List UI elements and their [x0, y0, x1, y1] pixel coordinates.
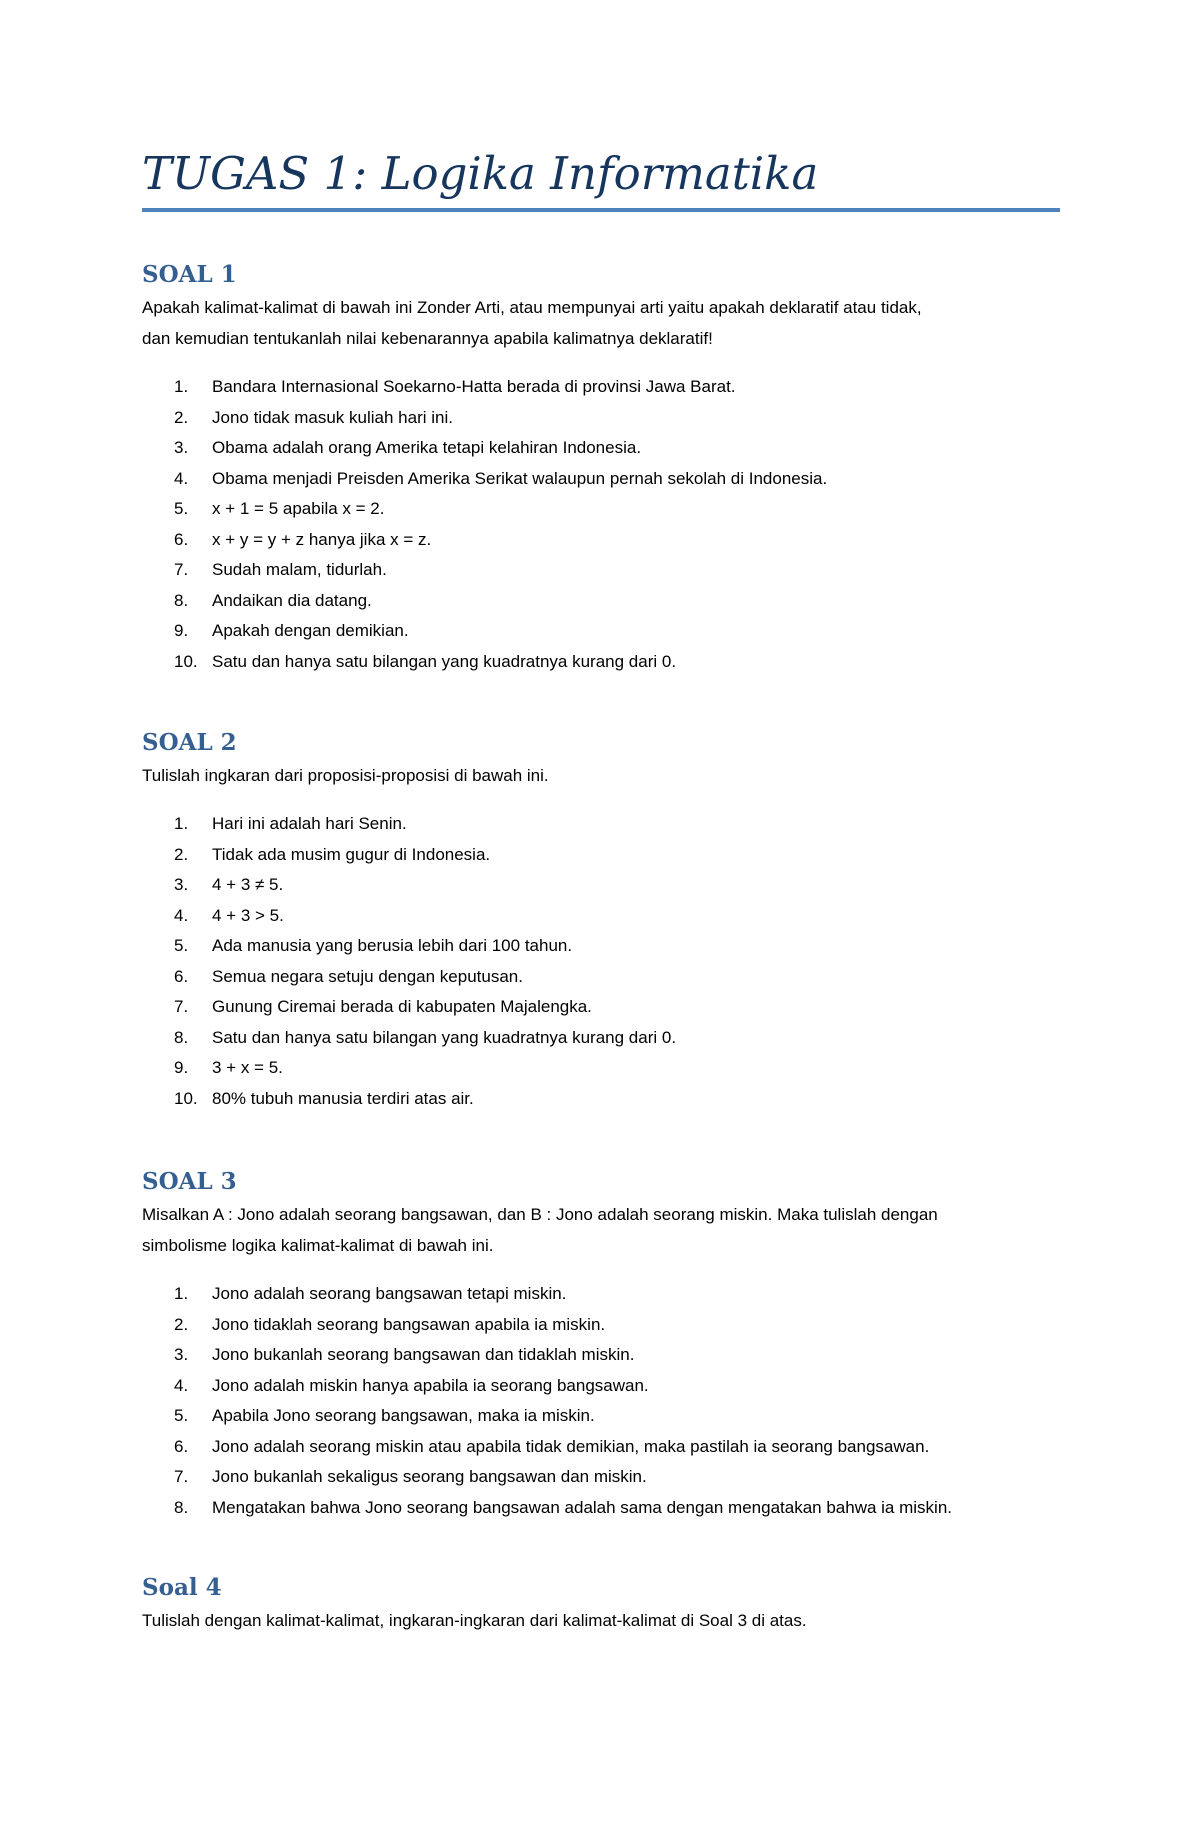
list-item-text: Jono tidaklah seorang bangsawan apabila ia miskin.	[212, 1314, 606, 1334]
list-item-number: 6.	[174, 529, 189, 549]
numbered-list	[142, 372, 1060, 677]
list-item	[142, 809, 1060, 840]
section-soal-2	[142, 726, 1060, 1114]
numbered-list	[142, 1279, 1060, 1523]
list-item-number: 8.	[174, 590, 189, 610]
list-item-number: 3.	[174, 875, 189, 894]
section-paragraph-line: simbolisme logika kalimat-kalimat di bawah ini.	[142, 1236, 494, 1255]
list-item-text: Jono adalah miskin hanya apabila ia seorang bangsawan.	[212, 1375, 649, 1395]
list-item	[142, 372, 1060, 403]
list-item-text: Apakah dengan demikian.	[212, 621, 409, 640]
section-paragraph-line: dan kemudian tentukanlah nilai kebenarannya apabila kalimatnya deklaratif!	[142, 329, 713, 348]
list-item-text: 80% tubuh manusia terdiri atas air.	[212, 1088, 474, 1108]
list-item-number: 7.	[174, 560, 189, 579]
list-item	[142, 433, 1060, 464]
document-title: TUGAS 1: Logika Informatika	[142, 147, 819, 200]
list-item-number: 7.	[174, 1467, 189, 1486]
list-item-number: 4.	[174, 468, 189, 488]
section-paragraph-line: Tulislah dengan kalimat-kalimat, ingkaran-ingkaran dari kalimat-kalimat di Soal 3 di atas.	[142, 1611, 807, 1630]
numbered-list	[142, 809, 1060, 1114]
list-item-number: 5.	[174, 936, 189, 955]
list-item	[142, 840, 1060, 871]
list-item-number: 1.	[174, 1284, 189, 1303]
list-item-text: Tidak ada musim gugur di Indonesia.	[212, 844, 491, 864]
section-paragraph-line: Apakah kalimat-kalimat di bawah ini Zonder Arti, atau mempunyai arti yaitu apakah deklaratif atau tidak,	[142, 298, 922, 317]
list-item-text: Jono adalah seorang miskin atau apabila tidak demikian, maka pastilah ia seorang bangsawan.	[212, 1436, 930, 1456]
list-item-text: Semua negara setuju dengan keputusan.	[212, 966, 523, 986]
list-item-text: Apabila Jono seorang bangsawan, maka ia miskin.	[212, 1406, 595, 1425]
list-item-text: Andaikan dia datang.	[212, 590, 372, 610]
list-item-number: 4.	[174, 905, 189, 925]
list-item	[142, 647, 1060, 678]
section-heading: SOAL 2	[142, 729, 237, 756]
list-item-text: Jono bukanlah sekaligus seorang bangsawan dan miskin.	[212, 1467, 647, 1486]
title-underline	[142, 208, 1060, 212]
list-item	[142, 586, 1060, 617]
list-item-number: 6.	[174, 1436, 189, 1456]
list-item-number: 2.	[174, 1314, 189, 1334]
list-item	[142, 1279, 1060, 1310]
list-item	[142, 616, 1060, 647]
list-item-number: 6.	[174, 966, 189, 986]
list-item	[142, 555, 1060, 586]
list-item	[142, 1084, 1060, 1115]
list-item	[142, 1462, 1060, 1493]
list-item-text: Jono bukanlah seorang bangsawan dan tidaklah miskin.	[212, 1345, 635, 1364]
list-item-number: 4.	[174, 1375, 189, 1395]
section-soal-3	[142, 1165, 1060, 1523]
list-item-text: Obama adalah orang Amerika tetapi kelahiran Indonesia.	[212, 438, 642, 457]
list-item-number: 7.	[174, 997, 189, 1016]
list-item-text: Bandara Internasional Soekarno-Hatta berada di provinsi Jawa Barat.	[212, 377, 736, 396]
list-item-number: 8.	[174, 1027, 189, 1047]
list-item-number: 1.	[174, 377, 189, 396]
list-item-number: 5.	[174, 1406, 189, 1425]
list-item-number: 10.	[174, 1088, 198, 1108]
list-item-text: Sudah malam, tidurlah.	[212, 560, 387, 579]
list-item-text: Hari ini adalah hari Senin.	[212, 814, 407, 833]
list-item-text: Mengatakan bahwa Jono seorang bangsawan adalah sama dengan mengatakan bahwa ia miskin.	[212, 1497, 953, 1517]
list-item-number: 3.	[174, 438, 189, 457]
list-item	[142, 962, 1060, 993]
list-item-text: 3 + x = 5.	[212, 1058, 283, 1077]
list-item-text: Jono tidak masuk kuliah hari ini.	[212, 407, 453, 427]
list-item-number: 9.	[174, 621, 189, 640]
list-item	[142, 464, 1060, 495]
list-item-text: 4 + 3 ≠ 5.	[212, 875, 284, 894]
list-item-text: Obama menjadi Preisden Amerika Serikat walaupun pernah sekolah di Indonesia.	[212, 468, 828, 488]
list-item-text: Jono adalah seorang bangsawan tetapi miskin.	[212, 1284, 567, 1303]
list-item	[142, 1432, 1060, 1463]
list-item-text: Gunung Ciremai berada di kabupaten Majalengka.	[212, 997, 592, 1016]
list-item	[142, 1401, 1060, 1432]
list-item	[142, 992, 1060, 1023]
list-item-text: 4 + 3 > 5.	[212, 905, 284, 925]
list-item	[142, 1023, 1060, 1054]
list-item-text: Satu dan hanya satu bilangan yang kuadratnya kurang dari 0.	[212, 1027, 677, 1047]
list-item-number: 1.	[174, 814, 189, 833]
list-item	[142, 870, 1060, 901]
list-item-text: x + y = y + z hanya jika x = z.	[212, 529, 432, 549]
list-item-number: 9.	[174, 1058, 189, 1077]
list-item	[142, 931, 1060, 962]
list-item	[142, 1371, 1060, 1402]
list-item	[142, 403, 1060, 434]
list-item	[142, 1053, 1060, 1084]
list-item-number: 2.	[174, 407, 189, 427]
list-item	[142, 901, 1060, 932]
section-heading: SOAL 1	[142, 261, 237, 288]
section-paragraph-line: Misalkan A : Jono adalah seorang bangsawan, dan B : Jono adalah seorang miskin. Maka tulislah dengan	[142, 1205, 938, 1224]
list-item	[142, 1340, 1060, 1371]
list-item-number: 3.	[174, 1345, 189, 1364]
section-soal-1	[142, 258, 1060, 677]
section-soal-4	[142, 1571, 1060, 1636]
list-item	[142, 494, 1060, 525]
list-item	[142, 1310, 1060, 1341]
list-item-number: 8.	[174, 1497, 189, 1517]
list-item-number: 10.	[174, 651, 198, 671]
list-item	[142, 525, 1060, 556]
section-heading: SOAL 3	[142, 1168, 237, 1195]
list-item	[142, 1493, 1060, 1524]
list-item-text: Ada manusia yang berusia lebih dari 100 tahun.	[212, 936, 573, 955]
list-item-text: x + 1 = 5 apabila x = 2.	[212, 499, 385, 518]
section-paragraph-line: Tulislah ingkaran dari proposisi-proposisi di bawah ini.	[142, 766, 549, 785]
list-item-text: Satu dan hanya satu bilangan yang kuadratnya kurang dari 0.	[212, 651, 677, 671]
list-item-number: 5.	[174, 499, 189, 518]
list-item-number: 2.	[174, 844, 189, 864]
section-heading: Soal 4	[142, 1574, 222, 1601]
